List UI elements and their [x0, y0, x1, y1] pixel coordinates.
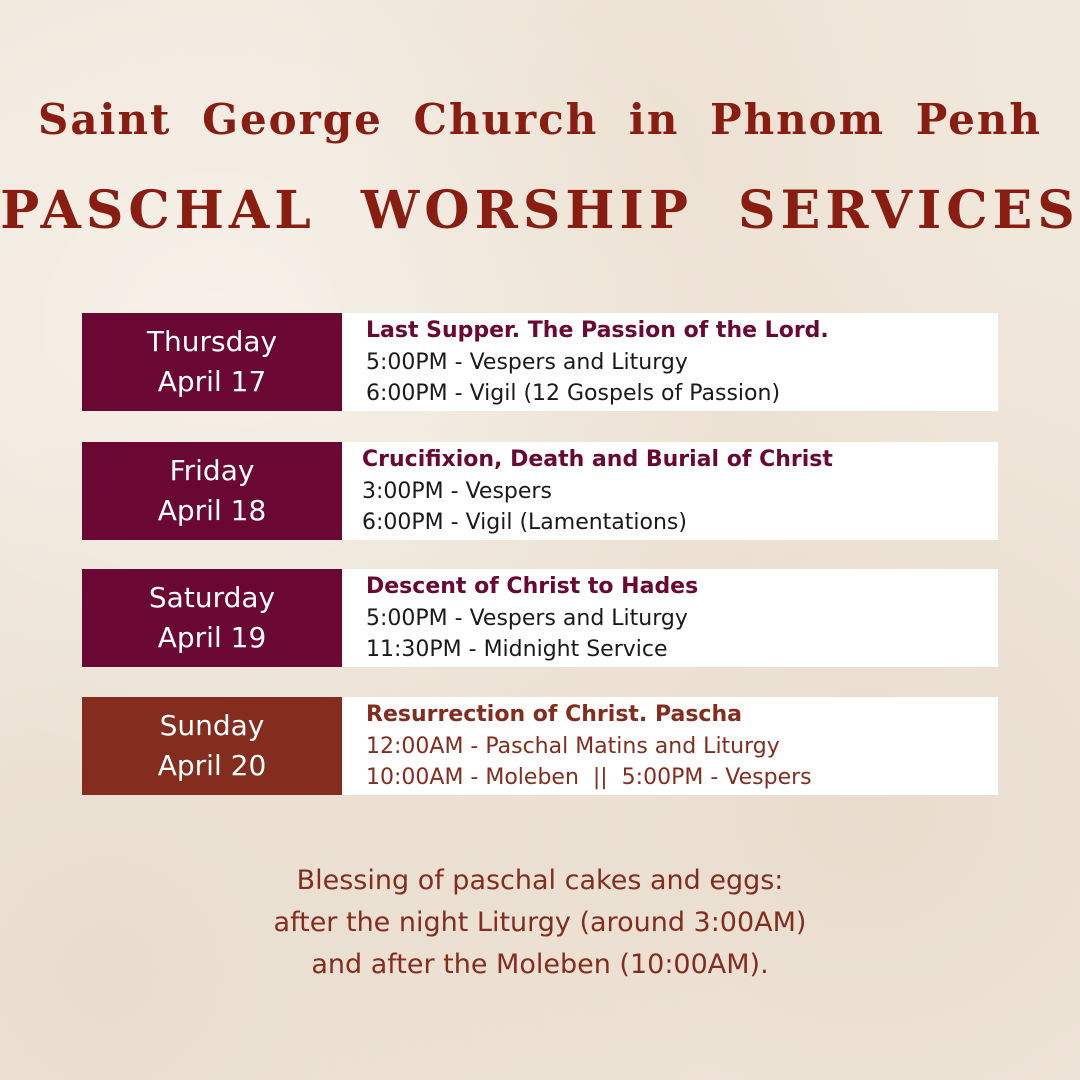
service-info-friday — [342, 442, 998, 540]
day-date: April 19 — [157, 621, 267, 654]
service-time: 12:00AM - Paschal Matins and Liturgy — [366, 734, 780, 759]
service-time: 6:00PM - Vigil (12 Gospels of Passion) — [366, 381, 781, 406]
service-row-thursday — [82, 313, 998, 411]
service-row-friday — [82, 442, 998, 540]
day-date: April 18 — [157, 494, 267, 527]
day-name: Sunday — [159, 709, 265, 742]
day-name: Saturday — [148, 581, 276, 614]
blessing-note-line: after the night Liturgy (around 3:00AM) — [273, 907, 807, 938]
day-box-thursday — [82, 313, 342, 411]
day-box-saturday — [82, 569, 342, 667]
blessing-note — [0, 860, 1080, 986]
day-box-friday — [82, 442, 342, 540]
service-time: 5:00PM - Vespers and Liturgy — [366, 350, 688, 375]
church-name: Saint George Church in Phnom Penh — [38, 95, 1042, 144]
service-title: Resurrection of Christ. Pascha — [366, 702, 742, 727]
service-info-thursday — [342, 313, 998, 411]
day-name: Friday — [169, 454, 255, 487]
blessing-note-line: Blessing of paschal cakes and eggs: — [296, 865, 784, 896]
page-title: PASCHAL WORSHIP SERVICES — [0, 180, 1080, 241]
service-row-saturday — [82, 569, 998, 667]
service-time: 11:30PM - Midnight Service — [366, 637, 668, 662]
service-info-sunday — [342, 697, 998, 795]
service-time: 3:00PM - Vespers — [362, 479, 552, 504]
service-title: Descent of Christ to Hades — [366, 574, 699, 599]
service-title: Crucifixion, Death and Burial of Christ — [362, 447, 833, 472]
service-time: 6:00PM - Vigil (Lamentations) — [362, 510, 687, 535]
day-date: April 17 — [157, 365, 267, 398]
service-time: 10:00AM - Moleben || 5:00PM - Vespers — [366, 765, 812, 790]
day-date: April 20 — [157, 749, 267, 782]
day-name: Thursday — [146, 325, 278, 358]
day-box-sunday — [82, 697, 342, 795]
service-time: 5:00PM - Vespers and Liturgy — [366, 606, 688, 631]
blessing-note-line: and after the Moleben (10:00AM). — [311, 949, 769, 980]
service-row-sunday — [82, 697, 998, 795]
service-title: Last Supper. The Passion of the Lord. — [366, 318, 829, 343]
service-info-saturday — [342, 569, 998, 667]
